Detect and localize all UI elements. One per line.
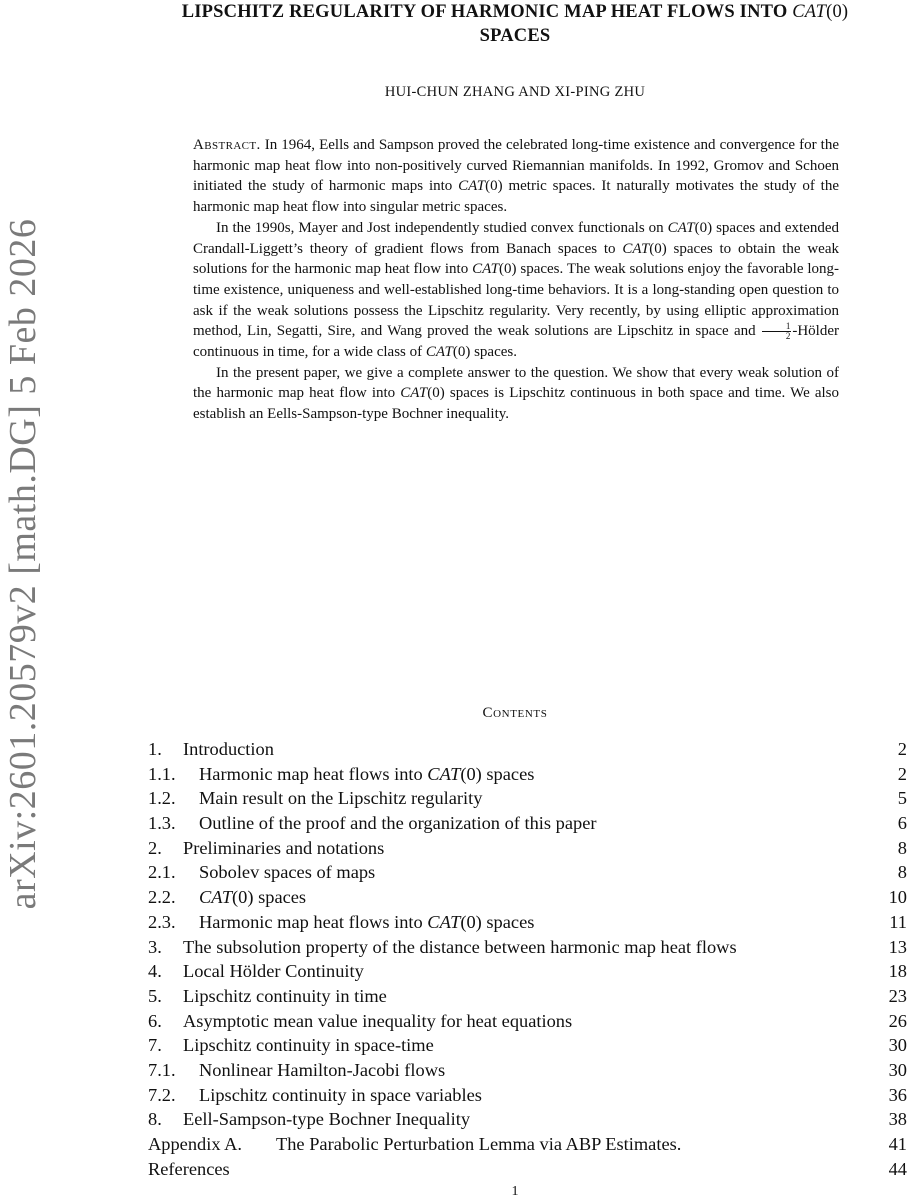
toc-entry[interactable] [148,836,907,861]
toc-entry-title: Harmonic map heat flows into CAT(0) spaces [199,911,535,932]
toc-entry-page: 30 [888,1035,907,1056]
toc-entry-page: 41 [888,1134,907,1154]
toc-entry-number: 7. [148,1035,162,1056]
toc-entry-page: 11 [889,911,907,932]
abstract-paragraph-1: Abstract. In 1964, Eells and Sampson proved the celebrated long-time existence and convergence for the harmonic map heat flow into non-positively curved Riemannian manifolds. In 1992, Gromov and Schoen initiated the study of harmonic maps into CAT(0) metric spaces. It naturally motivates the study of the harmonic map heat flow into singular metric spaces. [193,137,840,216]
page-number: 1 [511,1184,519,1199]
toc-entry[interactable] [148,910,907,935]
toc-entry-number: 6. [148,1010,162,1031]
abstract-paragraph-3: In the present paper, we give a complete answer to the question. We show that every weak solution of the harmonic map heat flow into CAT(0) spaces is Lipschitz continuous in both space and time. We also establish an Eells-Sampson-type Bochner inequality. [193,364,840,423]
toc-entry-title: Main result on the Lipschitz regularity [199,788,483,809]
toc-entry-title: Asymptotic mean value inequality for heat equations [183,1010,573,1031]
title-line-2: SPACES [479,26,551,46]
toc-entry-number: 2.2. [148,887,176,908]
toc-entry-title: Local Hölder Continuity [183,961,364,982]
toc-entry-number: 1.1. [148,763,176,784]
toc-entry-title: Eell-Sampson-type Bochner Inequality [183,1109,471,1130]
toc-entry-number: 4. [148,961,162,982]
toc-entry-number: 7.2. [148,1084,176,1105]
title-cat: CAT [792,2,827,22]
toc-entry-number: 1. [148,739,162,759]
toc-entry[interactable] [148,1058,907,1083]
toc-entry-title: CAT(0) spaces [199,887,307,908]
toc-entry-page: 10 [888,887,907,908]
authors: HUI-CHUN ZHANG AND XI-PING ZHU [384,84,646,100]
fraction-one-half: $\frac{1}{2}$ [762,322,792,341]
toc-entry-number: 3. [148,936,162,957]
toc-entry-number: 2. [148,837,162,858]
toc-entry-page: 8 [897,862,907,883]
paper-title [100,0,907,48]
contents-heading: Contents [482,705,548,721]
toc-entry[interactable] [148,1107,907,1132]
toc-entry-page: 2 [897,763,907,784]
toc-entry[interactable] [148,786,907,811]
toc-entry[interactable] [148,984,907,1009]
toc-entry-title: Sobolev spaces of maps [199,862,376,883]
toc-entry[interactable] [148,959,907,984]
abstract-paragraph-2: In the 1990s, Mayer and Jost independently studied convex functionals on CAT(0) spaces and extended Crandall-Liggett’s theory of gradient flows from Banach spaces to CAT(0) spaces to obtain the weak solutions for the harmonic map heat flow into CAT(0) spaces. The weak solutions enjoy the favorable long-time existence, uniqueness and well-established long-time behaviors. It is a long-standing open question to ask if the weak solutions possess the Lipschitz regularity. Very recently, by using elliptic approximation method, Lin, Segatti, Sire, and Wang proved the weak solutions are Lipschitz in space and $\frac{1}{2}$ -Hölder continuous in time, for a wide class of CAT(0) spaces. [193,219,839,361]
toc-entry-page: 6 [897,813,907,834]
toc-entry-title: Lipschitz continuity in space-time [183,1035,434,1056]
toc-entry-title: Preliminaries and notations [183,837,385,858]
arxiv-identifier: arXiv:2601.20579v2 [math.DG] 5 Feb 2026 [2,218,44,910]
toc-entry-page: 2 [897,739,907,759]
toc-entry-title: The subsolution property of the distance between harmonic map heat flows [183,936,737,957]
toc-entry-title: Introduction [183,739,274,759]
toc-entry-number: 2.3. [148,911,176,932]
toc-entry-page: 36 [888,1084,907,1105]
toc-entry-title: Lipschitz continuity in space variables [199,1084,482,1105]
toc-entry-number: 8. [148,1109,162,1130]
toc-entry[interactable] [148,762,907,787]
title-line-1: LIPSCHITZ REGULARITY OF HARMONIC MAP HEAT FLOWS INTO CAT(0) [181,2,849,22]
toc-entry-page: 44 [888,1158,907,1179]
toc-entry-title: Harmonic map heat flows into CAT(0) spaces [199,763,535,784]
toc-entry-page: 13 [888,936,907,957]
toc-entry-number: References [148,1158,230,1179]
toc-entry[interactable] [148,737,907,762]
toc-entry-page: 38 [888,1109,907,1130]
toc-entry[interactable] [148,1157,907,1182]
toc-entry-number: 1.3. [148,813,176,834]
toc-entry[interactable] [148,885,907,910]
toc-entry-page: 26 [888,1010,907,1031]
toc-entry-number: 5. [148,985,162,1006]
toc-entry-page: 18 [888,961,907,982]
abstract-heading: Abstract. [193,137,261,153]
toc-entry-page: 8 [897,837,907,858]
toc-entry-number: Appendix A. [148,1134,242,1154]
abstract [193,135,839,425]
toc-entry-page: 23 [888,985,907,1006]
toc-entry-page: 30 [888,1059,907,1080]
toc-entry-title: Nonlinear Hamilton-Jacobi flows [199,1059,446,1080]
toc-entry[interactable] [148,1009,907,1034]
toc-entry[interactable] [148,860,907,885]
toc-entry-number: 1.2. [148,788,176,809]
toc-entry-number: 7.1. [148,1059,176,1080]
toc-entry[interactable] [148,1083,907,1108]
toc-entry[interactable] [148,1132,907,1157]
table-of-contents [148,737,907,1181]
toc-entry-number: 2.1. [148,862,176,883]
toc-entry[interactable] [148,935,907,960]
arxiv-sidebar [0,214,46,914]
toc-entry-title: The Parabolic Perturbation Lemma via ABP Estimates. [276,1134,682,1154]
toc-entry-title: Outline of the proof and the organization of this paper [199,813,597,834]
toc-entry[interactable] [148,1033,907,1058]
toc-entry-page: 5 [897,788,907,809]
toc-entry-title: Lipschitz continuity in time [183,985,387,1006]
toc-entry[interactable] [148,811,907,836]
